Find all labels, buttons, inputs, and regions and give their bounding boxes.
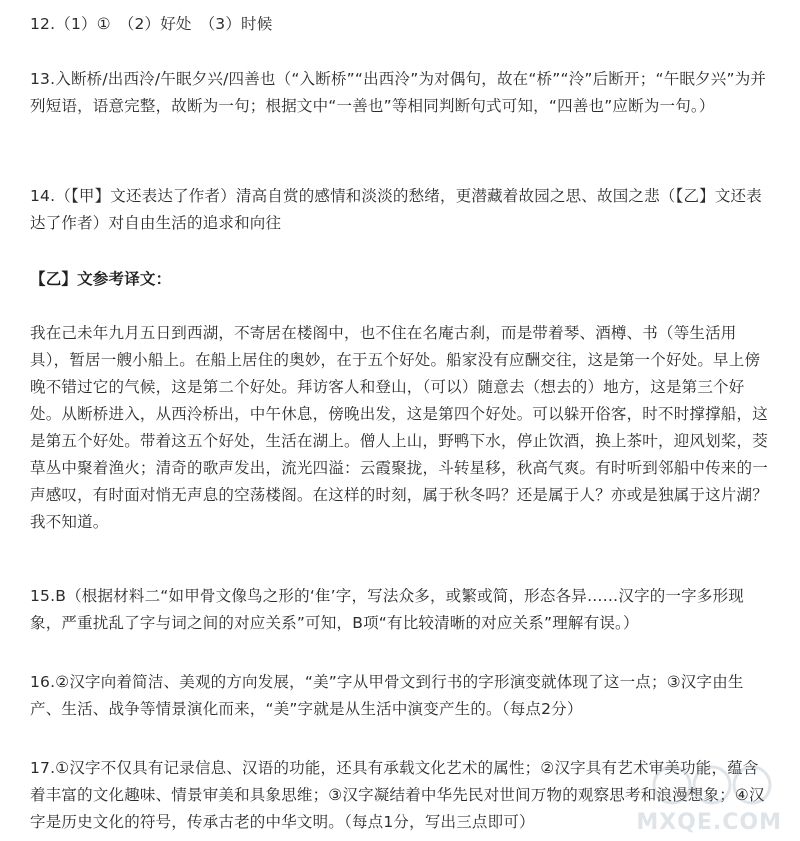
site-watermark bbox=[632, 755, 782, 835]
answer-q17: 17.①汉字不仅具有记录信息、汉语的功能，还具有承载文化艺术的属性；②汉字具有艺术审美功能，蕴含着丰富的文化趣味、情景审美和具象思维；③汉字凝结着中华先民对世间万物的观察思考和浪漫想象；④汉字是历史文化的符号，传承古老的中华文明。（每点1分，写出三点即可） bbox=[30, 759, 765, 831]
translation-body: 我在己未年九月五日到西湖，不寄居在楼阁中，也不住在名庵古刹，而是带着琴、酒樽、书（等生活用具），暂居一艘小船上。在船上居住的奥妙，在于五个好处。船家没有应酬交往，这是第一个好处。早上傍晚不错过它的气候，这是第二个好处。拜访客人和登山，（可以）随意去（想去的）地方，这是第三个好处。从断桥进入，从西泠桥出，中午休息，傍晚出发，这是第四个好处。可以躲开俗客，时不时撑撑船，这是第五个好处。带着这五个好处，生活在湖上。僧人上山，野鸭下水，停止饮酒，换上茶叶，迎风划桨，茭草丛中聚着渔火；清奇的歌声发出，流光四溢：云霞聚拢，斗转星移，秋高气爽。有时听到邻船中传来的一声感叹，有时面对悄无声息的空荡楼阁。在这样的时刻，属于秋冬吗？还是属于人？亦或是独属于这片湖？我不知道。 bbox=[30, 324, 768, 531]
answer-q16: 16.②汉字向着简洁、美观的方向发展，“美”字从甲骨文到行书的字形演变就体现了这一点；③汉字由生产、生活、战争等情景演化而来，“美”字就是从生活中演变产生的。（每点2分） bbox=[30, 673, 744, 718]
answer-q12: 12.（1）① （2）好处 （3）时候 bbox=[30, 15, 273, 33]
watermark-text: MXQE.COM bbox=[636, 810, 782, 835]
translation-heading: 【乙】文参考译文： bbox=[30, 270, 172, 288]
answer-q14: 14.（【甲】文还表达了作者）清高自赏的感情和淡淡的愁绪，更潜藏着故园之思、故国之悲（【乙】文还表达了作者）对自由生活的追求和向往 bbox=[30, 187, 762, 232]
answer-q13: 13.入断桥/出西泠/午眠夕兴/四善也（“入断桥”“出西泠”为对偶句，故在“桥”“泠”后断开；“午眠夕兴”为并列短语，语意完整，故断为一句；根据文中“一善也”等相同判断句式可知，“四善也”应断为一句。） bbox=[30, 70, 767, 115]
answer-q15: 15.B（根据材料二“如甲骨文像鸟之形的‘隹’字，写法众多，或繁或简，形态各异……汉字的一字多形现象，严重扰乱了字与词之间的对应关系”可知，B项“有比较清晰的对应关系”理解有误。） bbox=[30, 587, 744, 632]
